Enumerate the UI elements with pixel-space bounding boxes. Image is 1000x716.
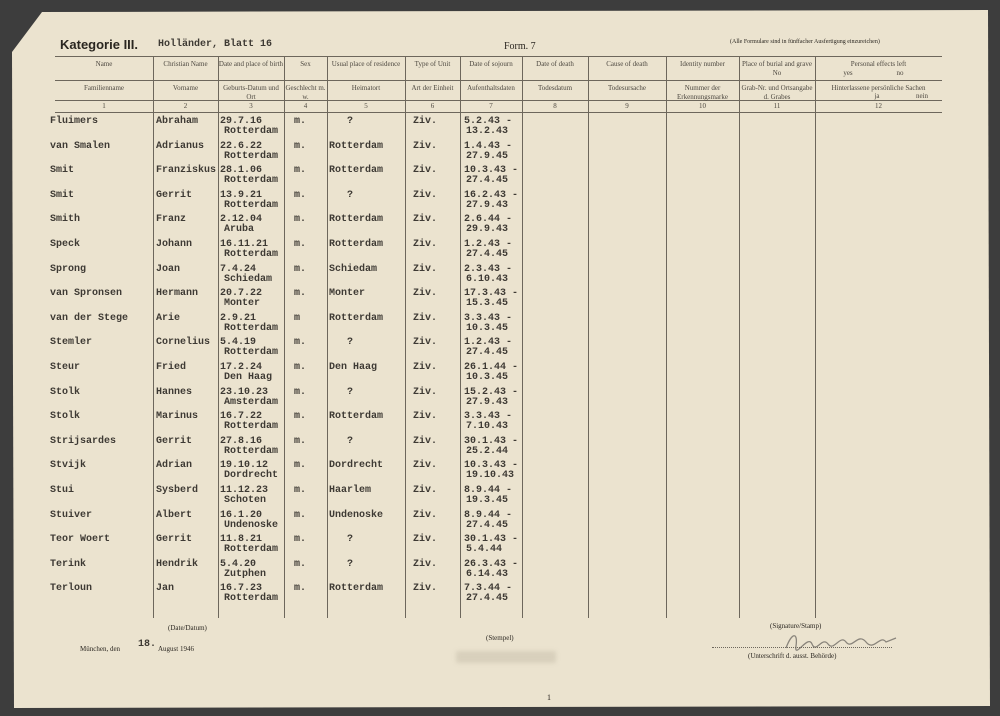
residence-cell: Rotterdam (329, 140, 384, 152)
column-heading-en: Identity number (680, 60, 725, 68)
effects-nein-label: nein (915, 92, 929, 100)
sheet-number: Holländer, Blatt 16 (158, 39, 273, 50)
sojourn-end-cell: 15.3.45 (466, 298, 509, 310)
column-number: 5 (364, 102, 368, 110)
sojourn-start-cell: 1.2.43 - (464, 337, 513, 349)
residence-cell: ? (347, 116, 354, 127)
sojourn-start-cell: 26.3.43 - (464, 558, 519, 570)
birth-date-cell: 23.10.23 (220, 386, 269, 398)
birth-date-cell: 2.12.04 (220, 214, 263, 226)
birth-place-cell: Undenoske (224, 519, 279, 531)
sojourn-end-cell: 25.2.44 (466, 445, 509, 457)
first-name-cell: Hannes (156, 386, 193, 398)
first-name-cell: Hermann (156, 288, 199, 300)
birth-date-cell: 28.1.06 (220, 165, 263, 177)
sojourn-end-cell: 27.4.45 (466, 519, 509, 531)
birth-place-cell: Rotterdam (224, 544, 279, 556)
column-heading-de: Geschlecht m. w. (285, 84, 326, 101)
unit-type-cell: Ziv. (413, 312, 438, 324)
birth-date-cell: 11.8.21 (220, 534, 263, 546)
surname-cell: Speck (50, 239, 81, 250)
unit-type-cell: Ziv. (413, 509, 438, 521)
sojourn-start-cell: 30.1.43 - (464, 534, 519, 546)
sojourn-start-cell: 8.9.44 - (464, 509, 513, 521)
surname-cell: van Smalen (50, 140, 111, 152)
birth-place-cell: Rotterdam (224, 347, 279, 359)
residence-cell: ? (347, 435, 354, 447)
date-month-year: August 1946 (158, 645, 194, 653)
residence-cell: Rotterdam (329, 583, 384, 595)
sojourn-start-cell: 8.9.44 - (464, 485, 513, 496)
submission-note: (Alle Formulare sind in fünffacher Ausfertigung einzureichen) (730, 39, 880, 45)
effects-ja-label: ja (874, 92, 880, 100)
unit-type-cell: Ziv. (413, 386, 438, 398)
sex-cell: m. (294, 534, 307, 546)
column-number: 2 (183, 102, 188, 110)
column-heading-en: Name (95, 60, 113, 68)
surname-cell: Stuiver (50, 509, 93, 521)
surname-cell: Stolk (50, 411, 81, 423)
column-heading-de: Hinterlassene persönliche Sachen (831, 84, 926, 92)
column-rule (153, 56, 154, 618)
unit-type-cell: Ziv. (413, 411, 438, 423)
birth-date-cell: 5.4.20 (220, 558, 257, 570)
birth-date-cell: 13.9.21 (220, 189, 263, 201)
column-rule (327, 56, 328, 618)
sojourn-start-cell: 2.3.43 - (464, 263, 513, 275)
stamp-smudge (456, 651, 556, 663)
birth-place-cell: Rotterdam (224, 175, 279, 187)
column-rule (460, 56, 461, 618)
birth-place-cell: Rotterdam (224, 445, 279, 457)
birth-date-cell: 5.4.19 (220, 337, 257, 349)
sex-cell: m. (294, 411, 307, 423)
column-rule (522, 56, 523, 618)
birth-date-cell: 16.1.20 (220, 509, 263, 521)
birth-date-cell: 27.8.16 (220, 435, 263, 447)
table-rule (55, 112, 942, 113)
birth-date-cell: 16.7.23 (220, 583, 263, 595)
sex-cell: m. (294, 214, 307, 226)
sojourn-end-cell: 13.2.43 (466, 126, 509, 137)
birth-date-cell: 7.4.24 (220, 263, 257, 275)
column-rule (284, 56, 285, 618)
sojourn-start-cell: 3.3.43 - (464, 312, 513, 324)
category-title: Kategorie III. (60, 37, 139, 52)
surname-cell: Terink (50, 558, 87, 570)
sojourn-end-cell: 29.9.43 (466, 224, 509, 236)
surname-cell: Stemler (50, 337, 93, 349)
column-heading-en: Date of death (536, 60, 574, 68)
unit-type-cell: Ziv. (413, 288, 438, 300)
birth-place-cell: Den Haag (224, 372, 273, 383)
column-heading-de: Nummer der Erkennungsmarke (677, 84, 728, 101)
sojourn-start-cell: 5.2.43 - (464, 116, 513, 127)
sex-cell: m. (294, 337, 307, 349)
sojourn-start-cell: 16.2.43 - (464, 189, 519, 201)
sex-cell: m (294, 312, 301, 324)
column-heading-de: Art der Einheit (411, 84, 454, 92)
column-rule (815, 56, 816, 618)
sex-cell: m. (294, 165, 307, 177)
column-rule (666, 56, 667, 618)
column-number: 11 (773, 102, 781, 110)
date-label: (Date/Datum) (168, 624, 207, 632)
column-number: 6 (430, 102, 435, 110)
first-name-cell: Jan (156, 583, 175, 595)
column-number: 9 (625, 102, 629, 110)
sex-cell: m. (294, 435, 307, 447)
residence-cell: ? (347, 386, 354, 398)
column-rule (739, 56, 740, 618)
column-heading-en: Date and place of birth (218, 60, 284, 68)
first-name-cell: Albert (156, 509, 193, 521)
unit-type-cell: Ziv. (413, 435, 438, 447)
unit-type-cell: Ziv. (413, 140, 438, 152)
residence-cell: Schiedam (329, 263, 378, 275)
residence-cell: Undenoske (329, 509, 384, 521)
sex-cell: m. (294, 583, 307, 595)
birth-place-cell: Zutphen (224, 568, 267, 580)
birth-place-cell: Schoten (224, 495, 267, 506)
sojourn-start-cell: 1.2.43 - (464, 239, 513, 250)
birth-place-cell: Aruba (224, 224, 255, 236)
sojourn-start-cell: 30.1.43 - (464, 435, 519, 447)
surname-cell: Smith (50, 214, 81, 226)
column-heading-de: Vorname (172, 84, 199, 92)
surname-cell: Smit (50, 189, 75, 201)
first-name-cell: Gerrit (156, 435, 193, 447)
surname-cell: Steur (50, 362, 81, 373)
place-date: München, den (80, 645, 121, 653)
surname-cell: Stolk (50, 386, 81, 398)
signature-line (712, 647, 892, 648)
column-heading-de: Aufenthaltsdaten (467, 84, 515, 92)
unit-type-cell: Ziv. (413, 558, 438, 570)
sojourn-end-cell: 10.3.45 (466, 372, 509, 383)
column-heading-de: Familienname (83, 84, 125, 92)
surname-cell: van der Stege (50, 312, 129, 324)
sojourn-start-cell: 3.3.43 - (464, 411, 513, 423)
first-name-cell: Fried (156, 362, 187, 373)
birth-place-cell: Rotterdam (224, 421, 279, 433)
residence-cell: ? (347, 558, 354, 570)
birth-place-cell: Monter (224, 298, 261, 310)
date-day: 18. (138, 639, 157, 650)
birth-place-cell: Rotterdam (224, 249, 279, 260)
sojourn-end-cell: 27.4.45 (466, 347, 509, 359)
form-number: Form. 7 (504, 41, 536, 52)
birth-place-cell: Rotterdam (224, 593, 279, 605)
effects-no-label: no (896, 69, 904, 77)
birth-place-cell: Rotterdam (224, 322, 279, 334)
column-heading-en: Sex (300, 60, 311, 68)
effects-yes-label: yes (843, 69, 853, 77)
column-rule (218, 56, 219, 618)
sex-cell: m. (294, 362, 307, 373)
surname-cell: Stui (50, 485, 75, 496)
residence-cell: Den Haag (329, 362, 378, 373)
column-heading-de: Todesdatum (537, 84, 573, 92)
sex-cell: m. (294, 460, 307, 472)
residence-cell: Dordrecht (329, 460, 384, 472)
column-number: 8 (553, 102, 557, 110)
column-heading-en: Cause of death (606, 60, 648, 68)
birth-date-cell: 17.2.24 (220, 362, 263, 373)
column-number: 4 (303, 102, 308, 110)
column-number: 1 (102, 102, 106, 110)
birth-date-cell: 11.12.23 (220, 485, 269, 496)
column-number: 3 (249, 102, 253, 110)
sojourn-end-cell: 27.4.45 (466, 249, 509, 260)
first-name-cell: Franziskus (156, 165, 217, 177)
first-name-cell: Johann (156, 239, 193, 250)
residence-cell: ? (347, 534, 354, 546)
residence-cell: ? (347, 337, 354, 349)
first-name-cell: Franz (156, 214, 187, 226)
unit-type-cell: Ziv. (413, 534, 438, 546)
first-name-cell: Marinus (156, 411, 199, 423)
column-number: 7 (489, 102, 493, 110)
first-name-cell: Joan (156, 263, 181, 275)
surname-cell: Teor Woert (50, 534, 111, 546)
first-name-cell: Arie (156, 312, 181, 324)
column-heading-en: Type of Unit (414, 60, 451, 68)
column-rule (588, 56, 589, 618)
birth-place-cell: Rotterdam (224, 150, 279, 162)
birth-date-cell: 29.7.16 (220, 116, 263, 127)
surname-cell: Terloun (50, 583, 93, 595)
sojourn-start-cell: 10.3.43 - (464, 460, 519, 472)
residence-cell: Rotterdam (329, 411, 384, 423)
column-heading-de: Todesursache (608, 84, 646, 92)
unit-type-cell: Ziv. (413, 263, 438, 275)
birth-date-cell: 16.11.21 (220, 239, 269, 250)
sex-cell: m. (294, 239, 307, 250)
sex-cell: m. (294, 558, 307, 570)
column-number: 12 (875, 102, 882, 110)
unit-type-cell: Ziv. (413, 362, 438, 373)
sojourn-end-cell: 6.10.43 (466, 273, 509, 285)
sojourn-end-cell: 19.3.45 (466, 495, 509, 506)
birth-date-cell: 22.6.22 (220, 140, 263, 152)
birth-place-cell: Amsterdam (224, 396, 279, 408)
sojourn-end-cell: 7.10.43 (466, 421, 509, 433)
sex-cell: m. (294, 116, 307, 127)
stamp-label: (Stempel) (486, 634, 514, 642)
sojourn-end-cell: 19.10.43 (466, 470, 515, 482)
sojourn-start-cell: 17.3.43 - (464, 288, 519, 300)
sojourn-start-cell: 1.4.43 - (464, 140, 513, 152)
page-mark: 1 (547, 693, 551, 702)
first-name-cell: Gerrit (156, 189, 193, 201)
sojourn-end-cell: 6.14.43 (466, 568, 509, 580)
sex-cell: m. (294, 288, 307, 300)
sex-cell: m. (294, 189, 307, 201)
surname-cell: Stvijk (50, 460, 87, 472)
first-name-cell: Hendrik (156, 558, 199, 570)
birth-place-cell: Dordrecht (224, 470, 279, 482)
column-heading-de: Grab-Nr. und Ortsangabe d. Grabes (741, 84, 813, 101)
sojourn-end-cell: 27.4.45 (466, 593, 509, 605)
column-heading-en: Place of burial and grave No (742, 60, 812, 77)
residence-cell: ? (347, 189, 354, 201)
unit-type-cell: Ziv. (413, 214, 438, 226)
birth-place-cell: Schiedam (224, 273, 273, 285)
birth-date-cell: 16.7.22 (220, 411, 263, 423)
sojourn-start-cell: 26.1.44 - (464, 362, 519, 373)
sex-cell: m. (294, 485, 307, 496)
sex-cell: m. (294, 263, 307, 275)
column-heading-de: Heimatort (351, 84, 381, 92)
unit-type-cell: Ziv. (413, 189, 438, 201)
first-name-cell: Abraham (156, 116, 199, 127)
sojourn-end-cell: 27.9.43 (466, 396, 509, 408)
first-name-cell: Cornelius (156, 337, 211, 349)
signature-label: (Signature/Stamp) (770, 622, 822, 630)
authority-label: (Unterschrift d. ausst. Behörde) (748, 652, 837, 660)
table-rule (55, 56, 942, 57)
unit-type-cell: Ziv. (413, 337, 438, 349)
surname-cell: Fluimers (50, 116, 99, 127)
column-heading-en: Usual place of residence (331, 60, 401, 68)
sojourn-start-cell: 10.3.43 - (464, 165, 519, 177)
sex-cell: m. (294, 140, 307, 152)
surname-cell: van Spronsen (50, 288, 123, 300)
sojourn-end-cell: 27.9.45 (466, 150, 509, 162)
surname-cell: Sprong (50, 263, 87, 275)
residence-cell: Rotterdam (329, 214, 384, 226)
unit-type-cell: Ziv. (413, 583, 438, 595)
birth-date-cell: 20.7.22 (220, 288, 263, 300)
sojourn-end-cell: 27.4.45 (466, 175, 509, 187)
birth-place-cell: Rotterdam (224, 126, 279, 137)
sojourn-end-cell: 27.9.43 (466, 199, 509, 211)
unit-type-cell: Ziv. (413, 239, 438, 250)
residence-cell: Rotterdam (329, 239, 384, 250)
sojourn-start-cell: 2.6.44 - (464, 214, 513, 226)
unit-type-cell: Ziv. (413, 485, 438, 496)
unit-type-cell: Ziv. (413, 116, 438, 127)
first-name-cell: Sysberd (156, 485, 199, 496)
residence-cell: Rotterdam (329, 312, 384, 324)
sojourn-start-cell: 7.3.44 - (464, 583, 513, 595)
column-number: 10 (699, 102, 706, 110)
sojourn-start-cell: 15.2.43 - (464, 386, 519, 398)
sex-cell: m. (294, 509, 307, 521)
table-rule (55, 80, 942, 81)
first-name-cell: Adrianus (156, 140, 205, 152)
sojourn-end-cell: 5.4.44 (466, 544, 503, 556)
surname-cell: Strijsardes (50, 435, 117, 447)
unit-type-cell: Ziv. (413, 460, 438, 472)
first-name-cell: Gerrit (156, 534, 193, 546)
sex-cell: m. (294, 386, 307, 398)
residence-cell: Rotterdam (329, 165, 384, 177)
column-rule (405, 56, 406, 618)
sojourn-end-cell: 10.3.45 (466, 322, 509, 334)
birth-date-cell: 2.9.21 (220, 312, 257, 324)
birth-place-cell: Rotterdam (224, 199, 279, 211)
residence-cell: Haarlem (329, 485, 372, 496)
surname-cell: Smit (50, 165, 75, 177)
column-heading-en: Date of sojourn (469, 60, 513, 68)
column-heading-en: Personal effects left (850, 60, 907, 68)
column-heading-de: Geburts-Datum und Ort (223, 84, 279, 101)
column-heading-en: Christian Name (163, 60, 208, 68)
first-name-cell: Adrian (156, 460, 193, 472)
residence-cell: Monter (329, 288, 366, 300)
birth-date-cell: 19.10.12 (220, 460, 269, 472)
unit-type-cell: Ziv. (413, 165, 438, 177)
